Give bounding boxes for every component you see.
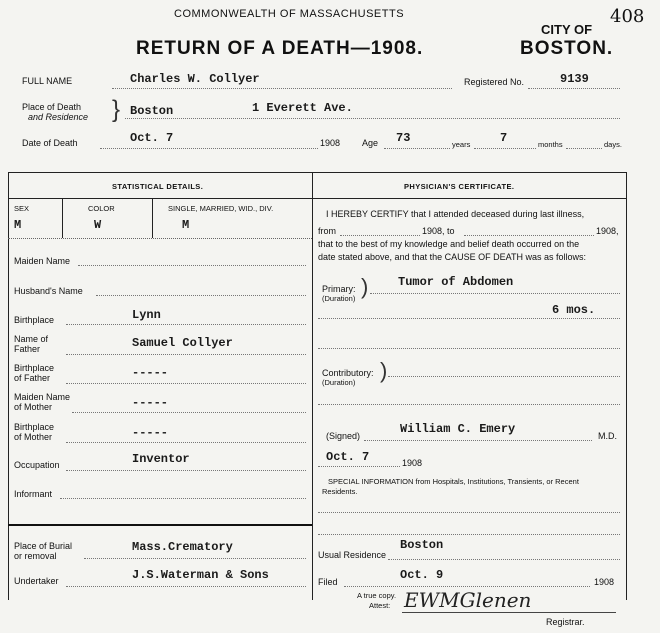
to-line — [464, 235, 594, 236]
mother-label-2: of Mother — [14, 402, 53, 412]
burial-divider — [8, 524, 312, 526]
occupation-label: Occupation — [14, 460, 60, 470]
contributory-brace: ) — [380, 358, 388, 383]
primary-label: Primary: — [322, 284, 356, 294]
primary-line — [370, 293, 620, 294]
full-name-line — [112, 88, 452, 89]
signed-label: (Signed) — [326, 431, 361, 441]
date-year: 1908 — [320, 138, 341, 148]
place-city-value: Boston — [130, 104, 174, 118]
city-label: CITY OF — [541, 22, 593, 37]
signed-line — [364, 440, 592, 441]
mother-line — [72, 412, 306, 413]
color-label: COLOR — [88, 204, 115, 213]
sex-row-line — [8, 238, 312, 239]
age-days-line — [566, 148, 602, 149]
physician-heading: PHYSICIAN'S CERTIFICATE. — [404, 182, 515, 191]
registrar-label: Registrar. — [546, 617, 585, 627]
blank-line-2 — [318, 404, 620, 405]
undertaker-line — [66, 586, 306, 587]
registered-label: Registered No. — [464, 77, 525, 87]
from-line — [340, 235, 420, 236]
father-birthplace-line — [66, 383, 306, 384]
mother-value: ----- — [132, 396, 169, 410]
date-line — [100, 148, 318, 149]
heading-underline — [8, 198, 626, 199]
statistical-heading: STATISTICAL DETAILS. — [112, 182, 204, 191]
age-label: Age — [362, 138, 379, 148]
father-label-1: Name of — [14, 334, 49, 344]
sex-value: M — [14, 218, 22, 232]
place-street-value: 1 Everett Ave. — [252, 101, 353, 115]
mother-birthplace-label-1: Birthplace — [14, 422, 55, 432]
signed-date-value: Oct. 7 — [326, 450, 370, 464]
registered-line — [528, 88, 620, 89]
state-heading: COMMONWEALTH OF MASSACHUSETTS — [174, 8, 405, 20]
primary-duration-line — [318, 318, 620, 319]
age-months-line — [474, 148, 536, 149]
birthplace-label: Birthplace — [14, 315, 55, 325]
burial-value: Mass.Crematory — [132, 540, 233, 554]
md-label: M.D. — [598, 431, 617, 441]
signed-name-value: William C. Emery — [400, 422, 516, 436]
place-label-1: Place of Death — [22, 102, 82, 112]
birthplace-value: Lynn — [132, 308, 161, 322]
certify-line-4: date stated above, and that the CAUSE OF DEATH was as follows: — [318, 252, 586, 262]
undertaker-value: J.S.Waterman & Sons — [132, 568, 269, 582]
full-name-label: FULL NAME — [22, 76, 73, 86]
blank-line-1 — [318, 348, 620, 349]
special-info-line-2: Residents. — [322, 487, 358, 496]
informant-label: Informant — [14, 489, 53, 499]
residence-value: Boston — [400, 538, 444, 552]
mother-label-1: Maiden Name — [14, 392, 71, 402]
table-top-border — [8, 172, 626, 173]
primary-cause-value: Tumor of Abdomen — [398, 275, 514, 289]
days-label: days. — [604, 140, 622, 149]
occupation-line — [66, 470, 306, 471]
father-label-2: Father — [14, 344, 41, 354]
occupation-value: Inventor — [132, 452, 190, 466]
filed-year: 1908 — [594, 577, 615, 587]
mother-birthplace-line — [66, 442, 306, 443]
burial-line — [84, 558, 306, 559]
informant-line — [60, 498, 306, 499]
undertaker-label: Undertaker — [14, 576, 59, 586]
color-divider — [152, 198, 153, 238]
true-copy-label: A true copy. — [357, 591, 397, 600]
father-birthplace-label-2: of Father — [14, 373, 51, 383]
age-years-line — [384, 148, 450, 149]
primary-duration-label: (Duration) — [322, 294, 356, 303]
signed-year: 1908 — [402, 458, 423, 468]
signed-date-line — [318, 466, 400, 467]
primary-brace: ) — [361, 274, 369, 299]
certify-line-3: that to the best of my knowledge and belief death occurred on the — [318, 239, 580, 249]
place-line — [125, 118, 620, 119]
father-birthplace-label-1: Birthplace — [14, 363, 55, 373]
maiden-name-line — [78, 265, 306, 266]
residence-label: Usual Residence — [318, 550, 387, 560]
from-year: 1908, to — [422, 226, 455, 236]
sex-label: SEX — [14, 204, 30, 213]
contributory-label: Contributory: — [322, 368, 374, 378]
marital-label: SINGLE, MARRIED, WID., DIV. — [168, 204, 274, 213]
certify-line-1: I HEREBY CERTIFY that I attended deceased during last illness, — [326, 209, 585, 219]
document-title: RETURN OF A DEATH—1908. — [136, 38, 424, 59]
table-right-border — [626, 172, 627, 600]
attest-label: Attest: — [369, 601, 391, 610]
contributory-line — [388, 376, 620, 377]
to-year: 1908, — [596, 226, 619, 236]
full-name-value: Charles W. Collyer — [130, 72, 260, 86]
filed-label: Filed — [318, 577, 338, 587]
special-line-2 — [318, 534, 620, 535]
registrar-signature: EWMGlenen — [404, 588, 532, 612]
contributory-duration-label: (Duration) — [322, 378, 356, 387]
age-years-value: 73 — [396, 131, 411, 145]
filed-line — [344, 586, 590, 587]
primary-duration-value: 6 mos. — [552, 303, 596, 317]
father-line — [66, 354, 306, 355]
residence-line — [388, 559, 620, 560]
registrar-line — [402, 612, 616, 613]
place-label-2: and Residence — [28, 112, 89, 122]
filed-date-value: Oct. 9 — [400, 568, 444, 582]
special-line-1 — [318, 512, 620, 513]
city-name: BOSTON. — [520, 38, 614, 59]
color-value: W — [94, 218, 102, 232]
date-label: Date of Death — [22, 138, 78, 148]
mother-birthplace-label-2: of Mother — [14, 432, 53, 442]
special-info-line-1: SPECIAL INFORMATION from Hospitals, Institutions, Transients, or Recent — [328, 477, 579, 486]
husband-name-line — [96, 295, 306, 296]
husband-name-label: Husband's Name — [14, 286, 83, 296]
age-months-value: 7 — [500, 131, 508, 145]
table-left-border — [8, 172, 9, 600]
burial-label-2: or removal — [14, 551, 57, 561]
marital-value: M — [182, 218, 190, 232]
maiden-name-label: Maiden Name — [14, 256, 71, 266]
page-number: 408 — [610, 6, 645, 27]
father-birthplace-value: ----- — [132, 366, 169, 380]
burial-label-1: Place of Burial — [14, 541, 73, 551]
registered-value: 9139 — [560, 72, 589, 86]
date-value: Oct. 7 — [130, 131, 174, 145]
from-label: from — [318, 226, 336, 236]
months-label: months — [538, 140, 563, 149]
table-center-divider — [312, 172, 313, 600]
sex-divider — [62, 198, 63, 238]
father-value: Samuel Collyer — [132, 336, 233, 350]
years-label: years — [452, 140, 471, 149]
birthplace-line — [66, 324, 306, 325]
brace-glyph: } — [112, 96, 121, 123]
mother-birthplace-value: ----- — [132, 426, 169, 440]
